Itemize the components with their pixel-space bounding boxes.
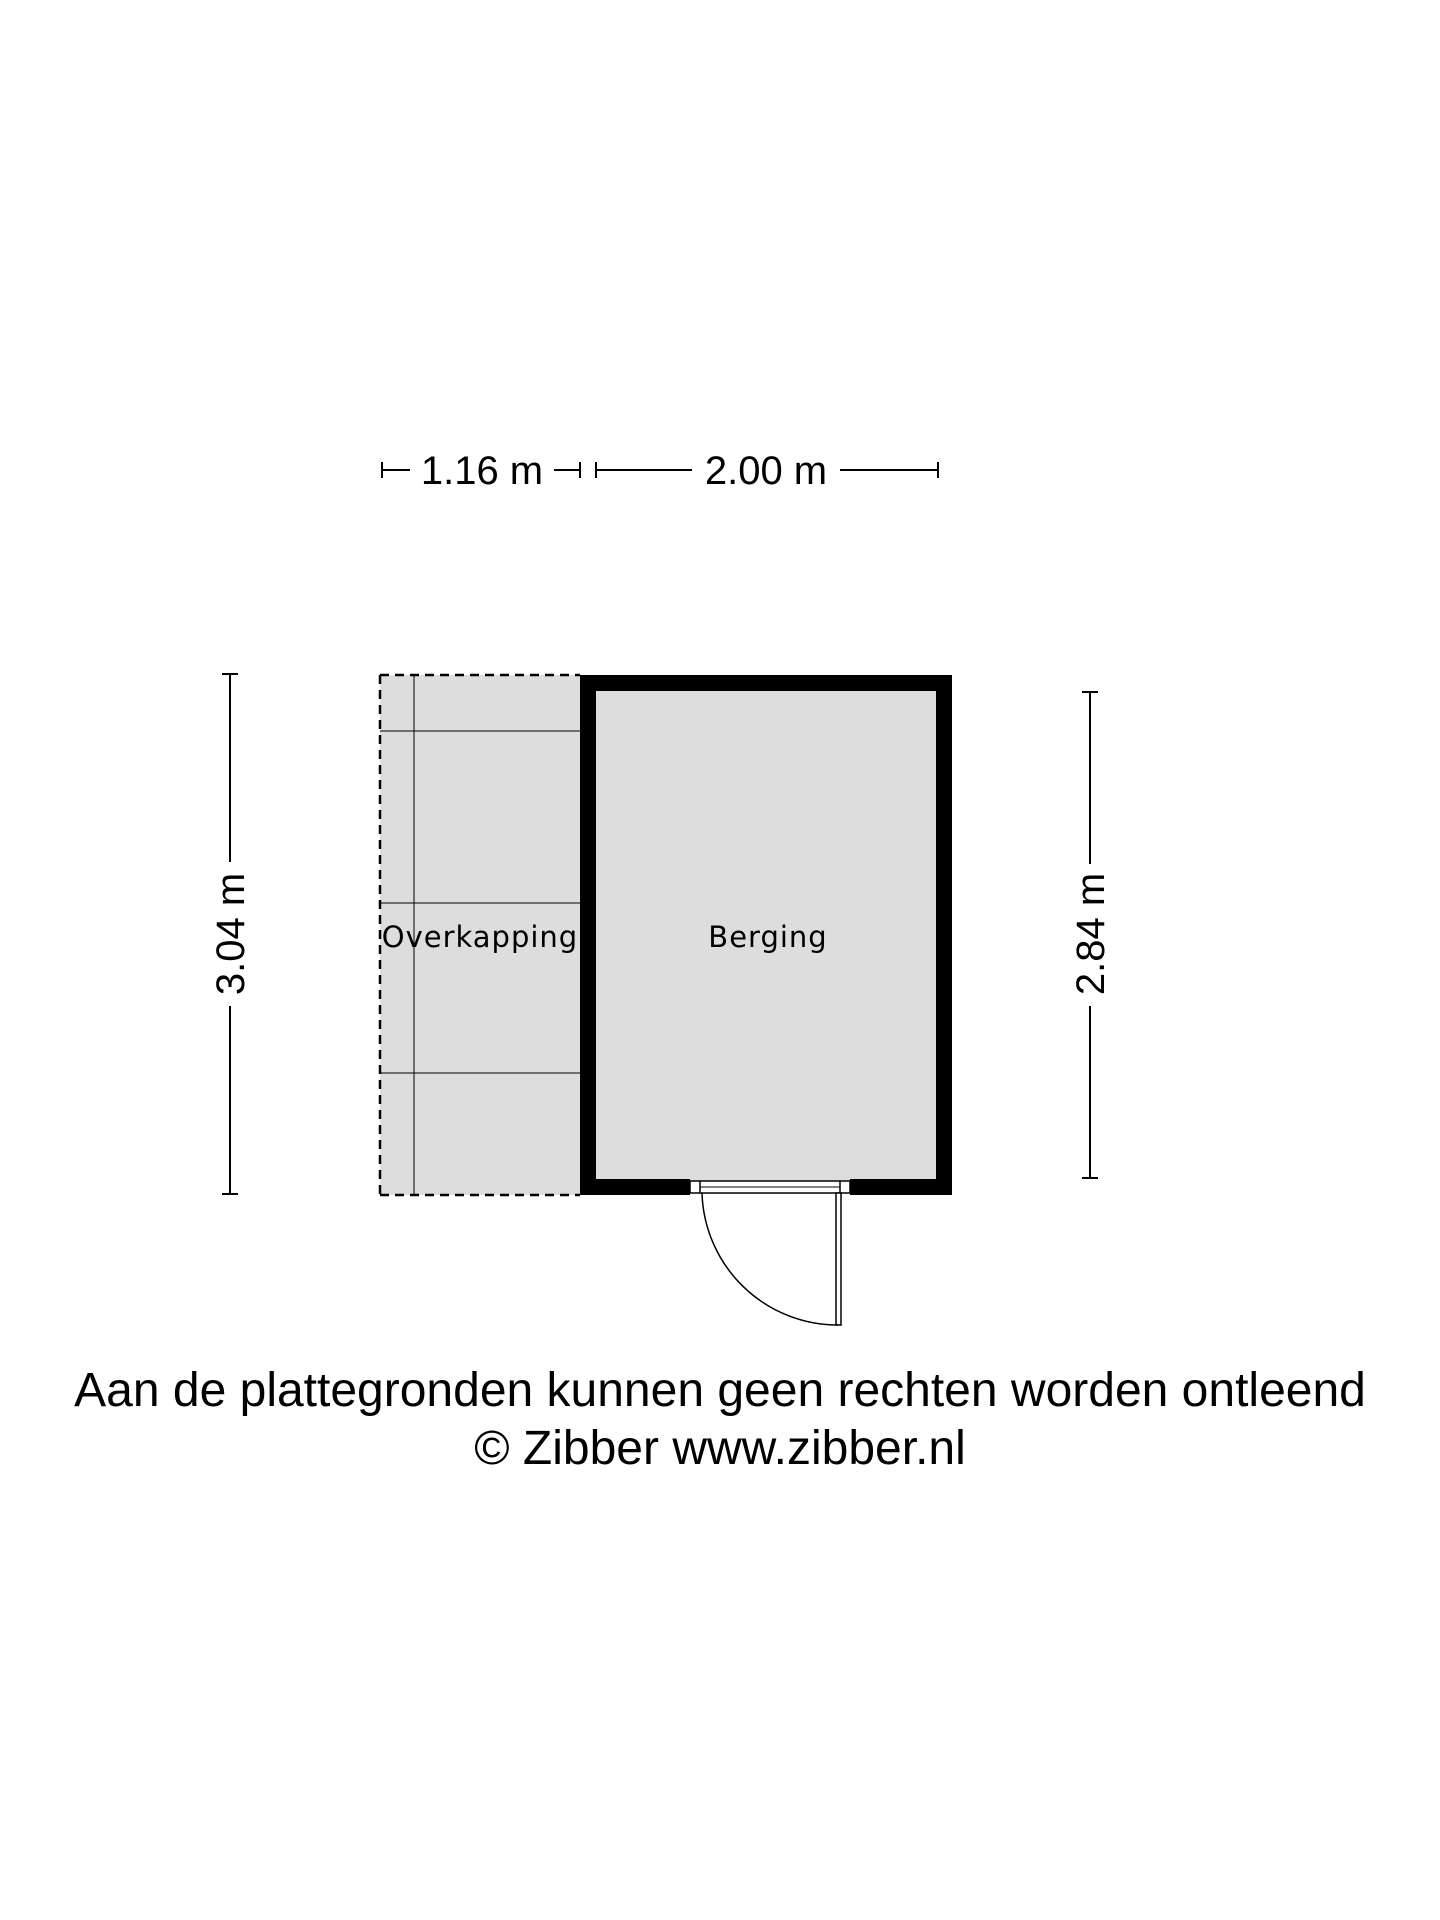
dimension-right-label: 2.84 m	[1069, 872, 1113, 996]
dimension-left	[209, 674, 253, 1194]
storage-label: Berging	[708, 920, 828, 954]
door	[690, 1181, 850, 1325]
dimension-top-left	[382, 449, 580, 493]
disclaimer-text: Aan de plattegronden kunnen geen rechten worden ontleend	[74, 1364, 1366, 1417]
dimension-top-right	[596, 449, 938, 493]
dimension-left-label: 3.04 m	[209, 872, 253, 996]
dimension-top-right-label: 2.00 m	[704, 449, 828, 493]
dimension-right	[1069, 692, 1113, 1178]
storage-room	[580, 675, 952, 1195]
canopy-area	[380, 675, 580, 1195]
canopy-label: Overkapping	[381, 920, 579, 954]
dimension-top-left-label: 1.16 m	[420, 449, 544, 493]
copyright-text: © Zibber www.zibber.nl	[474, 1422, 966, 1475]
